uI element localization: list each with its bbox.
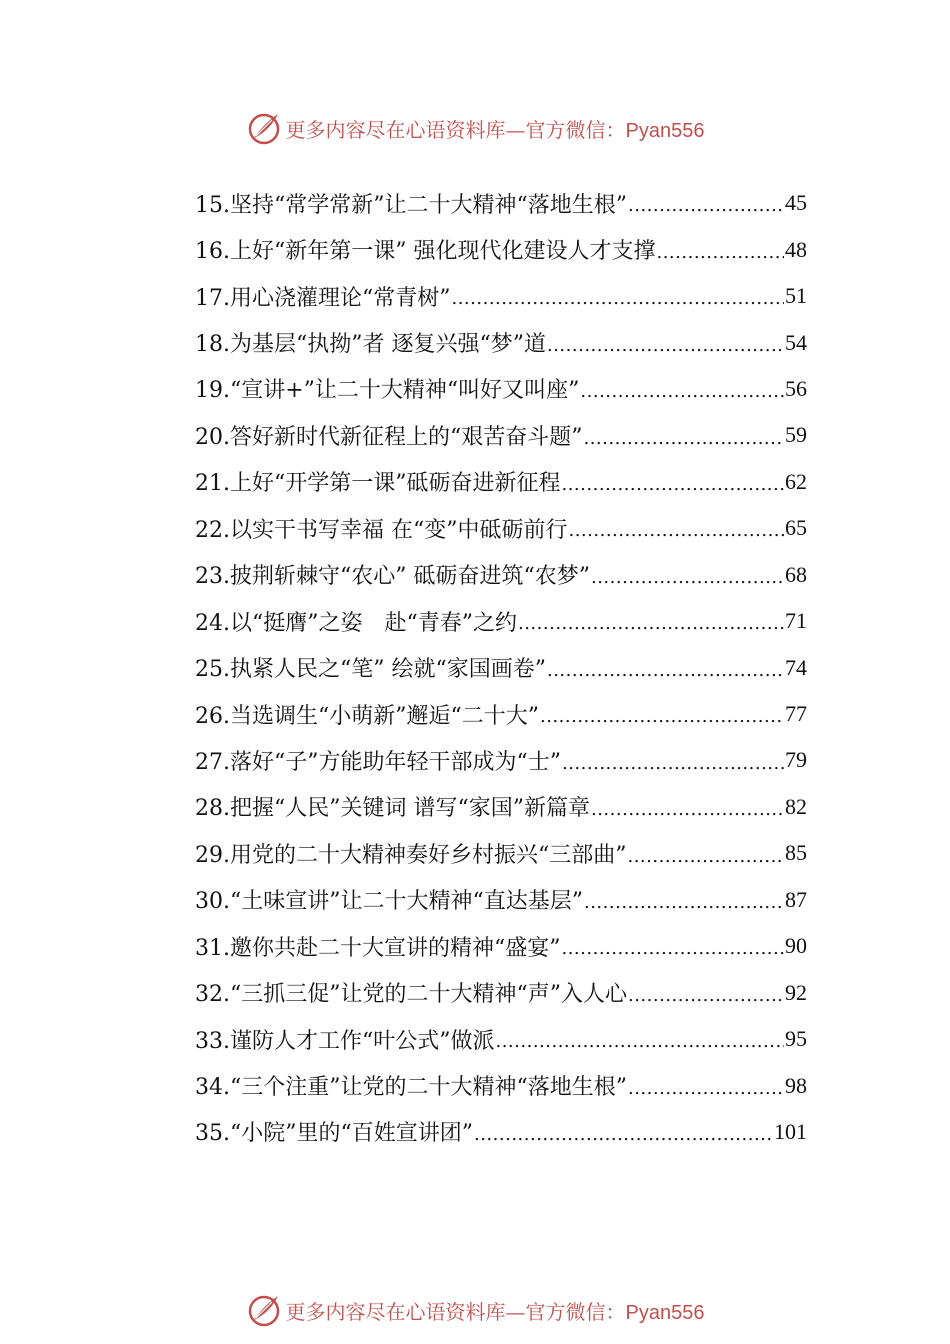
toc-page-number: 85 <box>785 840 807 866</box>
toc-leader-dots <box>547 654 784 680</box>
toc-title: 33.谨防人才工作“叶公式”做派 <box>195 1028 495 1054</box>
toc-leader-dots <box>562 747 784 773</box>
toc-leader-dots <box>561 469 784 495</box>
toc-entry[interactable] <box>195 877 807 923</box>
toc-title: 35.“小院”里的“百姓宣讲团” <box>195 1121 473 1147</box>
toc-leader-dots <box>518 608 784 634</box>
toc-page-number: 62 <box>785 468 807 494</box>
toc-leader-dots <box>628 979 784 1005</box>
watermark-text: 更多内容尽在心语资料库—官方微信：Pyan556 <box>285 117 705 142</box>
toc-page-number: 79 <box>785 747 807 773</box>
toc-entry[interactable] <box>195 598 807 644</box>
toc-page-number: 65 <box>785 515 807 541</box>
toc-page-number: 56 <box>785 375 807 401</box>
toc-entry[interactable] <box>195 226 807 272</box>
toc-title: 15.坚持“常学常新”让二十大精神“落地生根” <box>195 192 627 218</box>
toc-leader-dots <box>561 933 784 959</box>
toc-page-number: 77 <box>785 701 807 727</box>
toc-page-number: 98 <box>785 1072 807 1098</box>
toc-leader-dots <box>451 283 784 309</box>
toc-title: 19.“宣讲+”让二十大精神“叫好又叫座” <box>195 378 580 404</box>
toc-entry[interactable] <box>195 1109 807 1155</box>
toc-page-number: 54 <box>785 329 807 355</box>
toc-leader-dots <box>474 1119 773 1145</box>
watermark-text: 更多内容尽在心语资料库—官方微信：Pyan556 <box>285 1299 705 1324</box>
toc-title: 34.“三个注重”让党的二十大精神“落地生根” <box>195 1075 627 1101</box>
toc-entry[interactable] <box>195 644 807 690</box>
watermark-handle: Pyan556 <box>625 119 705 142</box>
toc-leader-dots <box>583 422 784 448</box>
toc-entry[interactable] <box>195 552 807 598</box>
toc-leader-dots <box>580 376 784 402</box>
toc-title: 22.以实干书写幸福 在“变”中砥砺前行 <box>195 517 568 543</box>
toc-entry[interactable] <box>195 830 807 876</box>
toc-entry[interactable] <box>195 691 807 737</box>
toc-page-number: 95 <box>785 1026 807 1052</box>
toc-entry[interactable] <box>195 180 807 226</box>
toc-page-number: 90 <box>785 933 807 959</box>
toc-entry[interactable] <box>195 784 807 830</box>
toc-entry[interactable] <box>195 1062 807 1108</box>
toc-page-number: 74 <box>785 654 807 680</box>
toc-title: 24.以“挺膺”之姿 赴“青春”之约 <box>195 610 517 636</box>
footer-watermark <box>0 1288 950 1332</box>
toc-title: 16.上好“新年第一课” 强化现代化建设人才支撑 <box>195 239 656 265</box>
toc-entry[interactable] <box>195 273 807 319</box>
toc-leader-dots <box>628 1072 784 1098</box>
toc-leader-dots <box>540 701 784 727</box>
toc-page-number: 71 <box>785 608 807 634</box>
toc-leader-dots <box>591 794 784 820</box>
toc-leader-dots <box>656 236 784 262</box>
toc-title: 31.邀你共赴二十大宣讲的精神“盛宴” <box>195 935 561 961</box>
toc-entry[interactable] <box>195 737 807 783</box>
toc-leader-dots <box>547 329 784 355</box>
toc-page-number: 82 <box>785 793 807 819</box>
toc-page-number: 48 <box>785 236 807 262</box>
toc-title: 28.把握“人民”关键词 谱写“家国”新篇章 <box>195 796 590 822</box>
toc-page-number: 45 <box>785 190 807 216</box>
toc-page-number: 68 <box>785 561 807 587</box>
header-watermark <box>0 106 950 150</box>
toc-leader-dots <box>568 515 784 541</box>
toc-page-number: 59 <box>785 422 807 448</box>
toc-title: 20.答好新时代新征程上的“艰苦奋斗题” <box>195 424 583 450</box>
toc-entry[interactable] <box>195 366 807 412</box>
toc-entry[interactable] <box>195 505 807 551</box>
toc-title: 18.为基层“执拗”者 逐复兴强“梦”道 <box>195 332 546 358</box>
toc-title: 17.用心浇灌理论“常青树” <box>195 285 451 311</box>
toc-entry[interactable] <box>195 319 807 365</box>
toc-leader-dots <box>627 840 784 866</box>
watermark-handle: Pyan556 <box>625 1301 705 1324</box>
toc-page-number: 101 <box>774 1118 807 1144</box>
feather-logo-icon <box>246 1292 282 1328</box>
toc-title: 30.“土味宣讲”让二十大精神“直达基层” <box>195 889 583 915</box>
toc-page-number: 51 <box>785 283 807 309</box>
toc-title: 32.“三抓三促”让党的二十大精神“声”入人心 <box>195 982 627 1008</box>
toc-entry[interactable] <box>195 459 807 505</box>
toc-leader-dots <box>591 562 784 588</box>
toc-title: 29.用党的二十大精神奏好乡村振兴“三部曲” <box>195 842 627 868</box>
toc-leader-dots <box>628 190 784 216</box>
toc-page-number: 92 <box>785 979 807 1005</box>
toc-title: 27.落好“子”方能助年轻干部成为“士” <box>195 749 561 775</box>
toc-entry[interactable] <box>195 923 807 969</box>
toc-entry[interactable] <box>195 969 807 1015</box>
feather-logo-icon <box>246 110 282 146</box>
toc-leader-dots <box>584 887 784 913</box>
toc-title: 26.当选调生“小萌新”邂逅“二十大” <box>195 703 539 729</box>
toc-title: 21.上好“开学第一课”砥砺奋进新征程 <box>195 471 561 497</box>
toc-entry[interactable] <box>195 412 807 458</box>
toc-leader-dots <box>495 1026 784 1052</box>
toc-page-number: 87 <box>785 886 807 912</box>
toc-title: 23.披荆斩棘守“农心” 砥砺奋进筑“农梦” <box>195 564 590 590</box>
table-of-contents <box>195 180 807 1155</box>
toc-title: 25.执紧人民之“笔” 绘就“家国画卷” <box>195 657 546 683</box>
toc-entry[interactable] <box>195 1016 807 1062</box>
